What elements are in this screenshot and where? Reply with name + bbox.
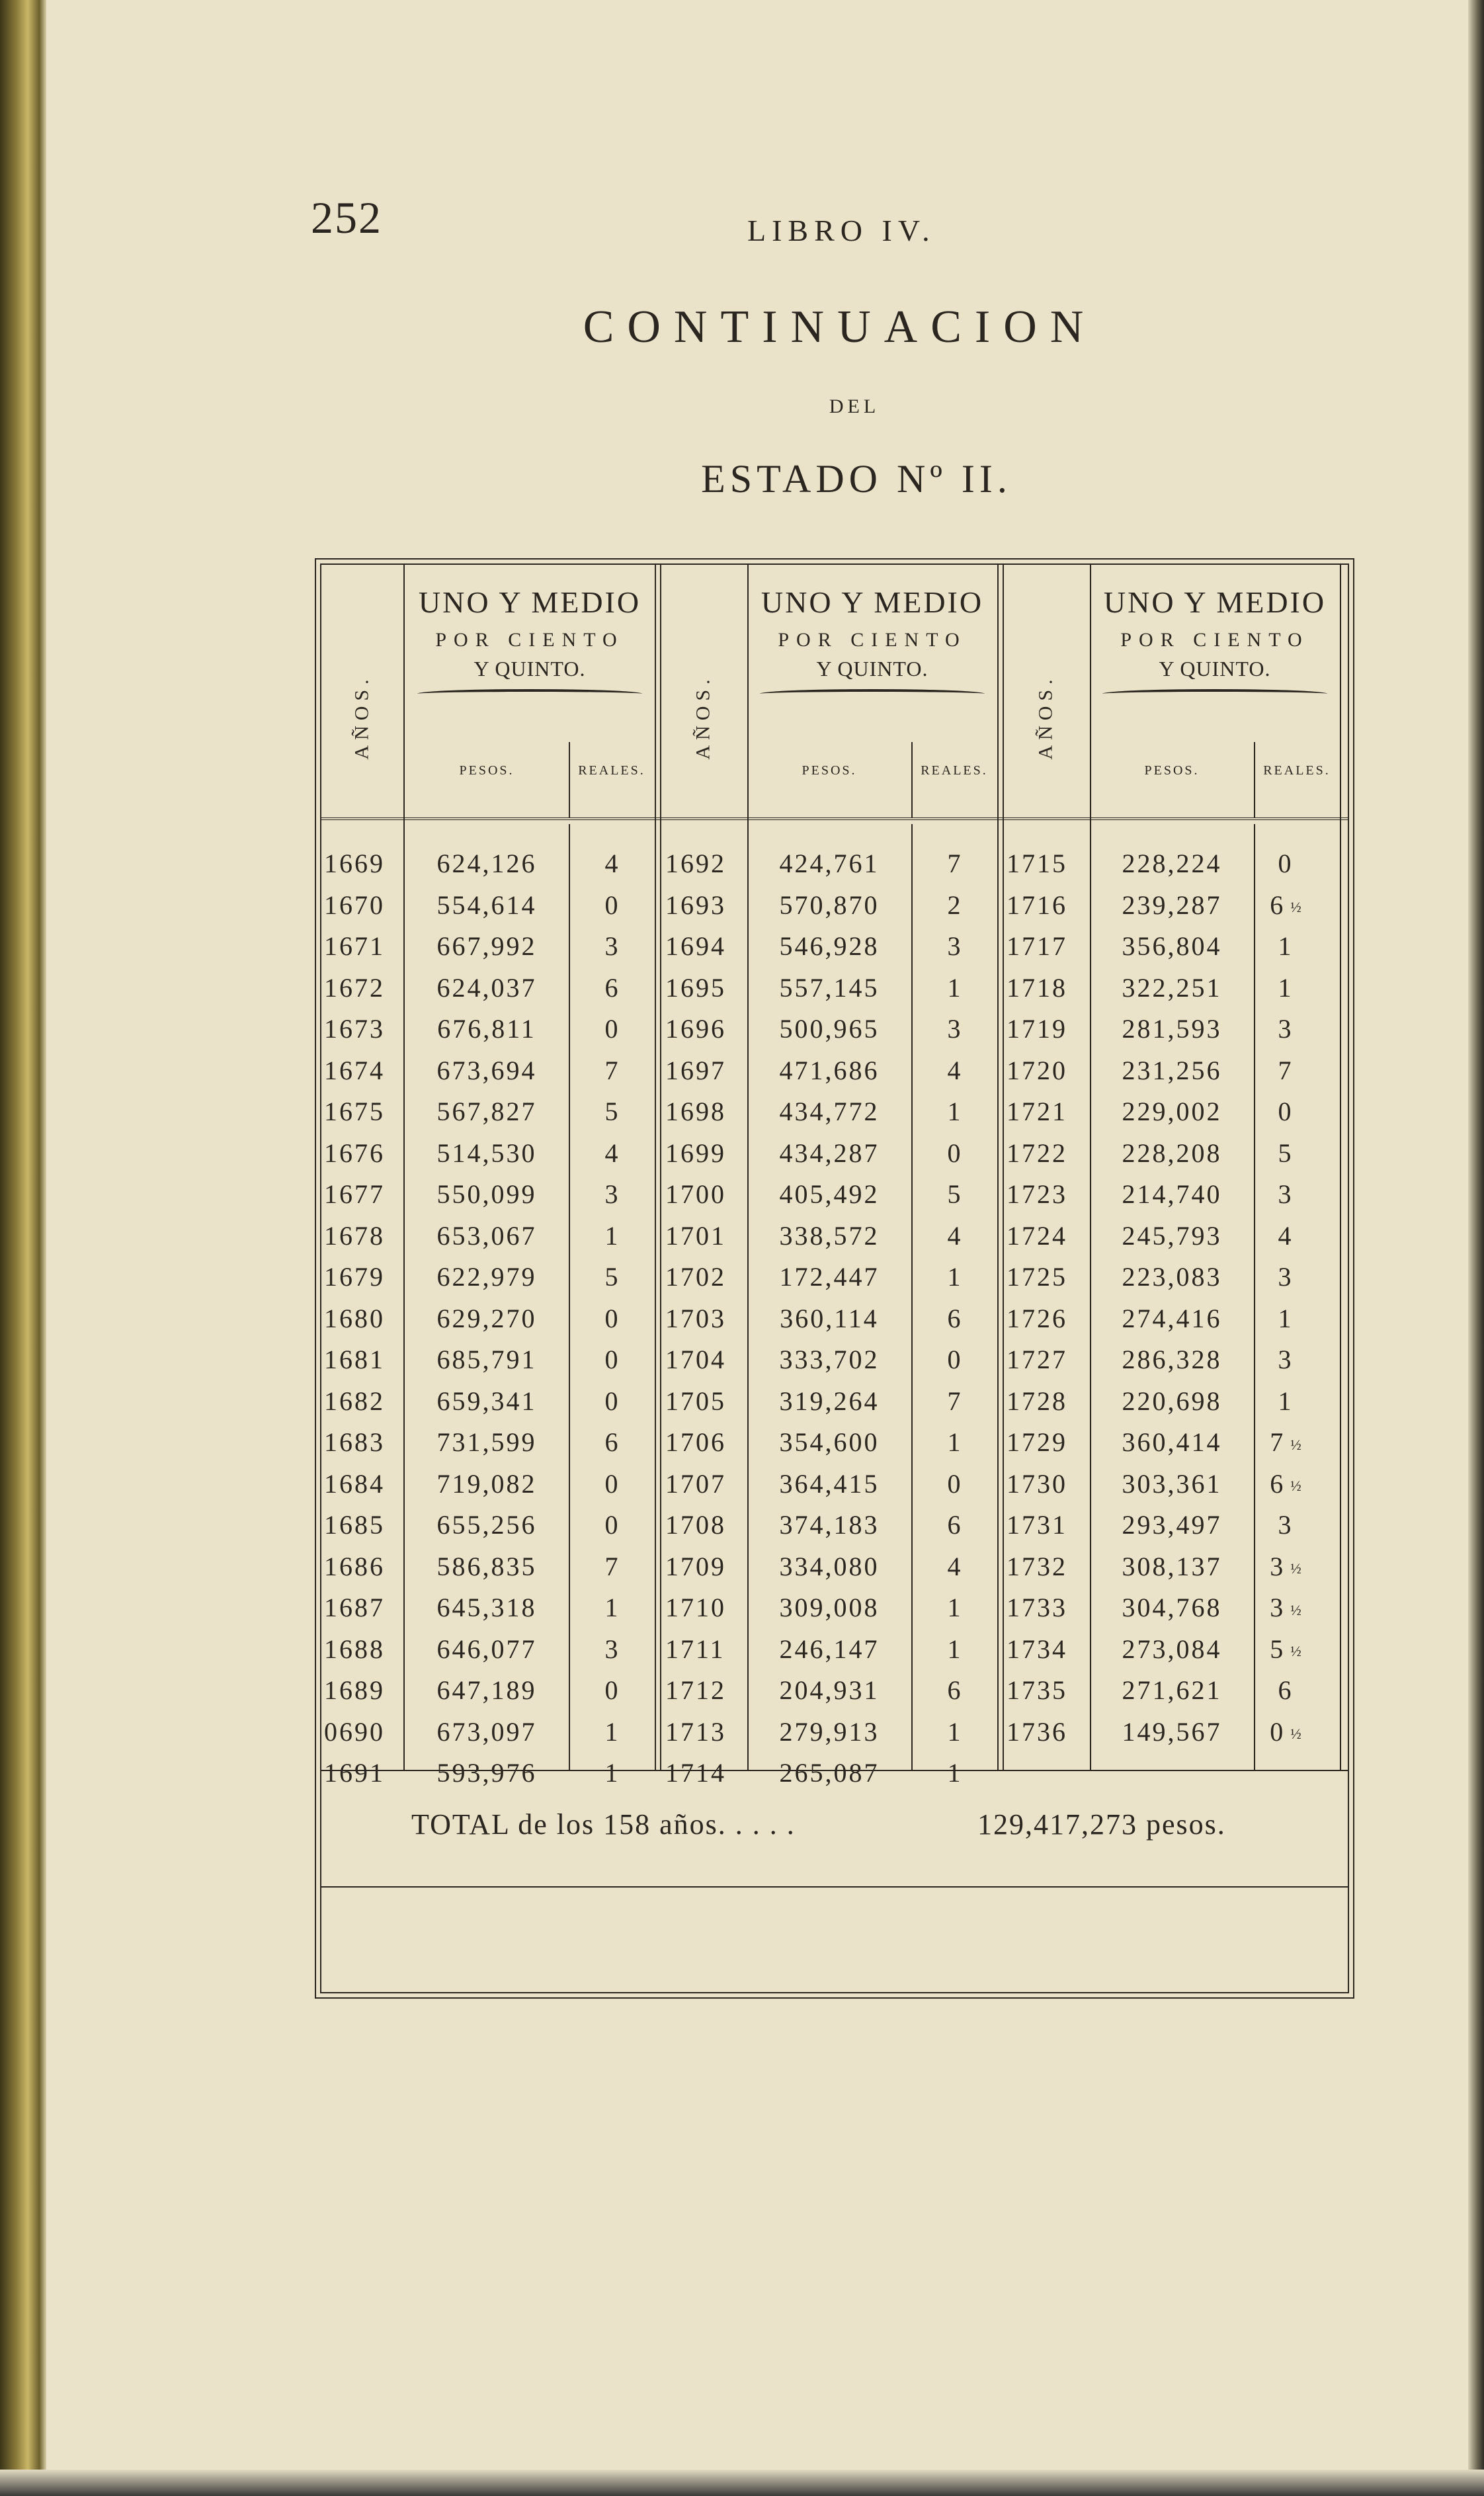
reales-cell: 1 bbox=[947, 1634, 963, 1664]
reales-cell: 1 bbox=[604, 1758, 620, 1788]
reales-cell: 4 bbox=[604, 849, 620, 878]
reales-cell: 0 bbox=[947, 1138, 963, 1168]
year-cell: 1720 bbox=[1007, 1055, 1067, 1085]
year-cell: 1733 bbox=[1007, 1593, 1067, 1622]
pesos-cell: 645,318 bbox=[436, 1593, 537, 1622]
reales-cell: 3 bbox=[1278, 1510, 1294, 1540]
table-row bbox=[321, 1050, 1348, 1091]
pesos-cell: 308,137 bbox=[1122, 1551, 1222, 1581]
estado-table bbox=[320, 563, 1349, 1993]
year-cell: 1684 bbox=[324, 1468, 385, 1499]
reales-cell: 1 bbox=[604, 1220, 620, 1251]
year-cell: 1680 bbox=[324, 1303, 385, 1333]
pesos-cell: 279,913 bbox=[779, 1716, 880, 1747]
table-row bbox=[321, 1008, 1348, 1049]
page-title: CONTINUACION bbox=[583, 302, 1097, 353]
reales-cell: 7 ½ bbox=[1270, 1427, 1301, 1457]
table-row bbox=[321, 1669, 1348, 1710]
reales-cell: 3 ½ bbox=[1270, 1551, 1301, 1581]
pesos-cell: 624,126 bbox=[436, 849, 537, 878]
table-row bbox=[321, 1380, 1348, 1421]
page-right-edge bbox=[1468, 0, 1484, 2496]
pesos-cell: 567,827 bbox=[436, 1097, 537, 1126]
pesos-cell: 271,621 bbox=[1122, 1675, 1222, 1705]
year-cell: 1675 bbox=[324, 1097, 385, 1126]
year-cell: 1717 bbox=[1007, 931, 1067, 961]
year-cell: 1674 bbox=[324, 1055, 385, 1085]
table-row bbox=[321, 1463, 1348, 1504]
year-cell: 1687 bbox=[324, 1593, 385, 1622]
reales-cell: 0 bbox=[604, 1386, 620, 1416]
pesos-cell: 719,082 bbox=[436, 1468, 537, 1499]
year-cell: 1677 bbox=[324, 1179, 385, 1209]
pesos-cell: 647,189 bbox=[436, 1675, 537, 1705]
pesos-cell: 293,497 bbox=[1122, 1510, 1222, 1540]
pesos-cell: 246,147 bbox=[779, 1634, 880, 1664]
year-cell: 1686 bbox=[324, 1551, 385, 1581]
pesos-cell: 629,270 bbox=[436, 1303, 537, 1333]
year-cell: 1731 bbox=[1007, 1510, 1067, 1540]
pesos-cell: 354,600 bbox=[779, 1427, 880, 1457]
pesos-cell: 239,287 bbox=[1122, 890, 1222, 920]
reales-cell: 3 bbox=[604, 931, 620, 961]
reales-cell: 5 ½ bbox=[1270, 1634, 1301, 1664]
reales-cell: 0 bbox=[604, 1303, 620, 1333]
pesos-cell: 360,114 bbox=[780, 1303, 879, 1333]
year-cell: 1679 bbox=[324, 1262, 385, 1292]
year-cell: 1676 bbox=[324, 1138, 385, 1168]
table-row bbox=[321, 1421, 1348, 1462]
page-bottom-edge bbox=[0, 2470, 1484, 2496]
pesos-cell: 214,740 bbox=[1122, 1179, 1222, 1209]
year-cell: 1728 bbox=[1007, 1386, 1067, 1416]
table-row bbox=[321, 967, 1348, 1008]
table-header bbox=[321, 565, 1348, 820]
year-cell: 1715 bbox=[1007, 849, 1067, 878]
reales-cell: 4 bbox=[947, 1551, 963, 1581]
pesos-cell: 286,328 bbox=[1122, 1345, 1222, 1374]
year-cell: 1714 bbox=[665, 1758, 726, 1788]
reales-cell: 1 bbox=[947, 1262, 963, 1292]
year-cell: 1688 bbox=[324, 1634, 385, 1664]
pesos-cell: 514,530 bbox=[436, 1138, 537, 1168]
reales-cell: 6 bbox=[947, 1510, 963, 1540]
reales-cell: 5 bbox=[1278, 1138, 1294, 1168]
reales-cell: 1 bbox=[947, 1716, 963, 1747]
year-cell: 0690 bbox=[324, 1716, 385, 1747]
column-heading-1: UNO Y MEDIO POR CIENTO Y QUINTO. bbox=[405, 585, 655, 698]
year-cell: 1682 bbox=[324, 1386, 385, 1416]
year-cell: 1716 bbox=[1007, 890, 1067, 920]
pesos-cell: 374,183 bbox=[779, 1510, 880, 1540]
year-cell: 1671 bbox=[324, 931, 385, 961]
year-cell: 1734 bbox=[1007, 1634, 1067, 1664]
reales-cell: 6 bbox=[1278, 1675, 1294, 1705]
year-cell: 1693 bbox=[665, 890, 726, 920]
pesos-cell: 593,976 bbox=[436, 1758, 537, 1788]
pesos-cell: 204,931 bbox=[779, 1675, 880, 1705]
year-cell: 1703 bbox=[665, 1303, 726, 1333]
pesos-cell: 554,614 bbox=[436, 890, 537, 920]
year-cell: 1697 bbox=[665, 1055, 726, 1085]
year-cell: 1730 bbox=[1007, 1468, 1067, 1499]
reales-cell: 0 bbox=[947, 1468, 963, 1499]
pesos-cell: 322,251 bbox=[1122, 972, 1222, 1003]
reales-cell: 1 bbox=[1278, 972, 1294, 1003]
subheader-pesos-2: PESOS. bbox=[802, 763, 857, 778]
year-cell: 1713 bbox=[665, 1716, 726, 1747]
pesos-cell: 673,694 bbox=[436, 1055, 537, 1085]
subheader-pesos-1: PESOS. bbox=[459, 763, 515, 778]
reales-cell: 0 bbox=[1278, 1097, 1294, 1126]
table-row bbox=[321, 1173, 1348, 1214]
pesos-cell: 659,341 bbox=[436, 1386, 537, 1416]
pesos-cell: 303,361 bbox=[1122, 1468, 1222, 1499]
reales-cell: 1 bbox=[947, 1097, 963, 1126]
fraction-half: ½ bbox=[1290, 1560, 1301, 1577]
year-cell: 1707 bbox=[665, 1468, 726, 1499]
page-subtitle: DEL bbox=[829, 395, 880, 417]
pesos-cell: 550,099 bbox=[436, 1179, 537, 1209]
reales-cell: 2 bbox=[947, 890, 963, 920]
year-cell: 1723 bbox=[1007, 1179, 1067, 1209]
years-column-header-2: AÑOS. bbox=[692, 674, 714, 760]
year-cell: 1719 bbox=[1007, 1014, 1067, 1044]
pesos-cell: 405,492 bbox=[779, 1179, 880, 1209]
pesos-cell: 319,264 bbox=[779, 1386, 880, 1416]
pesos-cell: 360,414 bbox=[1122, 1427, 1222, 1457]
reales-cell: 7 bbox=[604, 1055, 620, 1085]
year-cell: 1681 bbox=[324, 1345, 385, 1374]
reales-cell: 6 bbox=[604, 1427, 620, 1457]
pesos-cell: 245,793 bbox=[1122, 1220, 1222, 1251]
pesos-cell: 228,224 bbox=[1122, 849, 1222, 878]
pesos-cell: 229,002 bbox=[1122, 1097, 1222, 1126]
pesos-cell: 356,804 bbox=[1122, 931, 1222, 961]
pesos-cell: 228,208 bbox=[1122, 1138, 1222, 1168]
pesos-cell: 655,256 bbox=[436, 1510, 537, 1540]
year-cell: 1678 bbox=[324, 1220, 385, 1251]
subheader-reales-3: REALES. bbox=[1263, 763, 1331, 778]
table-row bbox=[321, 1256, 1348, 1297]
table-row bbox=[321, 1587, 1348, 1628]
table-row bbox=[321, 843, 1348, 884]
pesos-cell: 231,256 bbox=[1122, 1055, 1222, 1085]
reales-cell: 3 bbox=[1278, 1345, 1294, 1374]
pesos-cell: 731,599 bbox=[436, 1427, 537, 1457]
table-row bbox=[321, 1546, 1348, 1587]
year-cell: 1689 bbox=[324, 1675, 385, 1705]
reales-cell: 1 bbox=[604, 1716, 620, 1747]
year-cell: 1685 bbox=[324, 1510, 385, 1540]
reales-cell: 0 ½ bbox=[1270, 1716, 1301, 1747]
reales-cell: 6 bbox=[947, 1303, 963, 1333]
fraction-half: ½ bbox=[1290, 1643, 1301, 1660]
reales-cell: 1 bbox=[947, 1427, 963, 1457]
year-cell: 1691 bbox=[324, 1758, 385, 1788]
reales-cell: 3 bbox=[604, 1179, 620, 1209]
year-cell: 1683 bbox=[324, 1427, 385, 1457]
total-value: 129,417,273 pesos. bbox=[977, 1808, 1226, 1841]
table-row bbox=[321, 925, 1348, 966]
table-row bbox=[321, 884, 1348, 925]
column-heading-3: UNO Y MEDIO POR CIENTO Y QUINTO. bbox=[1090, 585, 1340, 698]
year-cell: 1718 bbox=[1007, 972, 1067, 1003]
pesos-cell: 653,067 bbox=[436, 1220, 537, 1251]
reales-cell: 1 bbox=[947, 972, 963, 1003]
fraction-half: ½ bbox=[1290, 1726, 1301, 1743]
year-cell: 1711 bbox=[665, 1634, 725, 1664]
column-heading-2: UNO Y MEDIO POR CIENTO Y QUINTO. bbox=[747, 585, 997, 698]
pesos-cell: 586,835 bbox=[436, 1551, 537, 1581]
page-number: 252 bbox=[311, 192, 382, 243]
reales-cell: 5 bbox=[947, 1179, 963, 1209]
subheader-reales-2: REALES. bbox=[921, 763, 988, 778]
reales-cell: 1 bbox=[947, 1593, 963, 1622]
years-column-header-3: AÑOS. bbox=[1035, 674, 1057, 760]
reales-cell: 3 bbox=[604, 1634, 620, 1664]
year-cell: 1706 bbox=[665, 1427, 726, 1457]
reales-cell: 3 bbox=[1278, 1014, 1294, 1044]
year-cell: 1669 bbox=[324, 849, 385, 878]
pesos-cell: 434,772 bbox=[779, 1097, 880, 1126]
reales-cell: 1 bbox=[1278, 931, 1294, 961]
section-heading: ESTADO Nº II. bbox=[701, 457, 1012, 501]
table-body bbox=[321, 824, 1348, 1788]
pesos-cell: 424,761 bbox=[779, 849, 880, 878]
reales-cell: 6 bbox=[947, 1675, 963, 1705]
table-row bbox=[321, 1711, 1348, 1752]
reales-cell: 0 bbox=[604, 1468, 620, 1499]
pesos-cell: 667,992 bbox=[436, 931, 537, 961]
year-cell: 1692 bbox=[665, 849, 726, 878]
year-cell: 1672 bbox=[324, 972, 385, 1003]
year-cell: 1732 bbox=[1007, 1551, 1067, 1581]
pesos-cell: 676,811 bbox=[437, 1014, 536, 1044]
year-cell: 1735 bbox=[1007, 1675, 1067, 1705]
pesos-cell: 274,416 bbox=[1122, 1303, 1222, 1333]
reales-cell: 4 bbox=[947, 1220, 963, 1251]
reales-cell: 0 bbox=[1278, 849, 1294, 878]
running-head: LIBRO IV. bbox=[747, 214, 936, 247]
year-cell: 1712 bbox=[665, 1675, 726, 1705]
reales-cell: 6 bbox=[604, 972, 620, 1003]
year-cell: 1700 bbox=[665, 1179, 726, 1209]
reales-cell: 1 bbox=[1278, 1386, 1294, 1416]
pesos-cell: 434,287 bbox=[779, 1138, 880, 1168]
reales-cell: 1 bbox=[947, 1758, 963, 1788]
year-cell: 1698 bbox=[665, 1097, 726, 1126]
reales-cell: 4 bbox=[1278, 1220, 1294, 1251]
year-cell: 1725 bbox=[1007, 1262, 1067, 1292]
reales-cell: 6 ½ bbox=[1270, 890, 1301, 920]
reales-cell: 0 bbox=[604, 890, 620, 920]
year-cell: 1699 bbox=[665, 1138, 726, 1168]
reales-cell: 1 bbox=[1278, 1303, 1294, 1333]
reales-cell: 3 ½ bbox=[1270, 1593, 1301, 1622]
table-row bbox=[321, 1091, 1348, 1132]
year-cell: 1694 bbox=[665, 931, 726, 961]
pesos-cell: 546,928 bbox=[779, 931, 880, 961]
year-cell: 1727 bbox=[1007, 1345, 1067, 1374]
reales-cell: 5 bbox=[604, 1262, 620, 1292]
year-cell: 1729 bbox=[1007, 1427, 1067, 1457]
pesos-cell: 624,037 bbox=[436, 972, 537, 1003]
pesos-cell: 309,008 bbox=[779, 1593, 880, 1622]
reales-cell: 3 bbox=[1278, 1179, 1294, 1209]
reales-cell: 0 bbox=[604, 1014, 620, 1044]
pesos-cell: 673,097 bbox=[436, 1716, 537, 1747]
reales-cell: 7 bbox=[947, 1386, 963, 1416]
pesos-cell: 220,698 bbox=[1122, 1386, 1222, 1416]
table-row bbox=[321, 1298, 1348, 1339]
fraction-half: ½ bbox=[1290, 1436, 1301, 1453]
pesos-cell: 471,686 bbox=[779, 1055, 880, 1085]
year-cell: 1708 bbox=[665, 1510, 726, 1540]
year-cell: 1695 bbox=[665, 972, 726, 1003]
pesos-cell: 273,084 bbox=[1122, 1634, 1222, 1664]
reales-cell: 0 bbox=[947, 1345, 963, 1374]
pesos-cell: 364,415 bbox=[779, 1468, 880, 1499]
pesos-cell: 149,567 bbox=[1122, 1716, 1222, 1747]
subheader-pesos-3: PESOS. bbox=[1144, 763, 1200, 778]
year-cell: 1701 bbox=[665, 1220, 726, 1251]
fraction-half: ½ bbox=[1290, 1477, 1301, 1495]
year-cell: 1736 bbox=[1007, 1716, 1067, 1747]
pesos-cell: 500,965 bbox=[779, 1014, 880, 1044]
years-column-header-1: AÑOS. bbox=[351, 674, 373, 760]
total-label: TOTAL de los 158 años. . . . . bbox=[411, 1808, 796, 1841]
pesos-cell: 557,145 bbox=[779, 972, 880, 1003]
year-cell: 1710 bbox=[665, 1593, 726, 1622]
reales-cell: 7 bbox=[1278, 1055, 1294, 1085]
year-cell: 1705 bbox=[665, 1386, 726, 1416]
reales-cell: 3 bbox=[947, 1014, 963, 1044]
year-cell: 1726 bbox=[1007, 1303, 1067, 1333]
year-cell: 1702 bbox=[665, 1262, 726, 1292]
table-row bbox=[321, 1504, 1348, 1545]
reales-cell: 5 bbox=[604, 1097, 620, 1126]
year-cell: 1704 bbox=[665, 1345, 726, 1374]
year-cell: 1721 bbox=[1007, 1097, 1067, 1126]
year-cell: 1722 bbox=[1007, 1138, 1067, 1168]
table-row bbox=[321, 1339, 1348, 1380]
pesos-cell: 333,702 bbox=[779, 1345, 880, 1374]
pesos-cell: 281,593 bbox=[1122, 1014, 1222, 1044]
reales-cell: 0 bbox=[604, 1345, 620, 1374]
reales-cell: 0 bbox=[604, 1510, 620, 1540]
pesos-cell: 622,979 bbox=[436, 1262, 537, 1292]
reales-cell: 7 bbox=[604, 1551, 620, 1581]
reales-cell: 0 bbox=[604, 1675, 620, 1705]
reales-cell: 4 bbox=[604, 1138, 620, 1168]
book-spine-gilt-edge bbox=[0, 0, 46, 2496]
pesos-cell: 570,870 bbox=[779, 890, 880, 920]
pesos-cell: 265,087 bbox=[779, 1758, 880, 1788]
reales-cell: 6 ½ bbox=[1270, 1468, 1301, 1499]
pesos-cell: 334,080 bbox=[779, 1551, 880, 1581]
table-row bbox=[321, 1132, 1348, 1173]
fraction-half: ½ bbox=[1290, 1601, 1301, 1618]
year-cell: 1696 bbox=[665, 1014, 726, 1044]
pesos-cell: 223,083 bbox=[1122, 1262, 1222, 1292]
reales-cell: 7 bbox=[947, 849, 963, 878]
year-cell: 1673 bbox=[324, 1014, 385, 1044]
fraction-half: ½ bbox=[1290, 899, 1301, 916]
subheader-reales-1: REALES. bbox=[578, 763, 645, 778]
year-cell: 1709 bbox=[665, 1551, 726, 1581]
table-row bbox=[321, 1215, 1348, 1256]
table-row bbox=[321, 1628, 1348, 1669]
year-cell: 1670 bbox=[324, 890, 385, 920]
pesos-cell: 685,791 bbox=[436, 1345, 537, 1374]
pesos-cell: 338,572 bbox=[779, 1220, 880, 1251]
total-row bbox=[321, 1770, 1348, 1993]
reales-cell: 3 bbox=[947, 931, 963, 961]
reales-cell: 3 bbox=[1278, 1262, 1294, 1292]
pesos-cell: 646,077 bbox=[436, 1634, 537, 1664]
pesos-cell: 172,447 bbox=[779, 1262, 880, 1292]
reales-cell: 1 bbox=[604, 1593, 620, 1622]
reales-cell: 4 bbox=[947, 1055, 963, 1085]
pesos-cell: 304,768 bbox=[1122, 1593, 1222, 1622]
year-cell: 1724 bbox=[1007, 1220, 1067, 1251]
